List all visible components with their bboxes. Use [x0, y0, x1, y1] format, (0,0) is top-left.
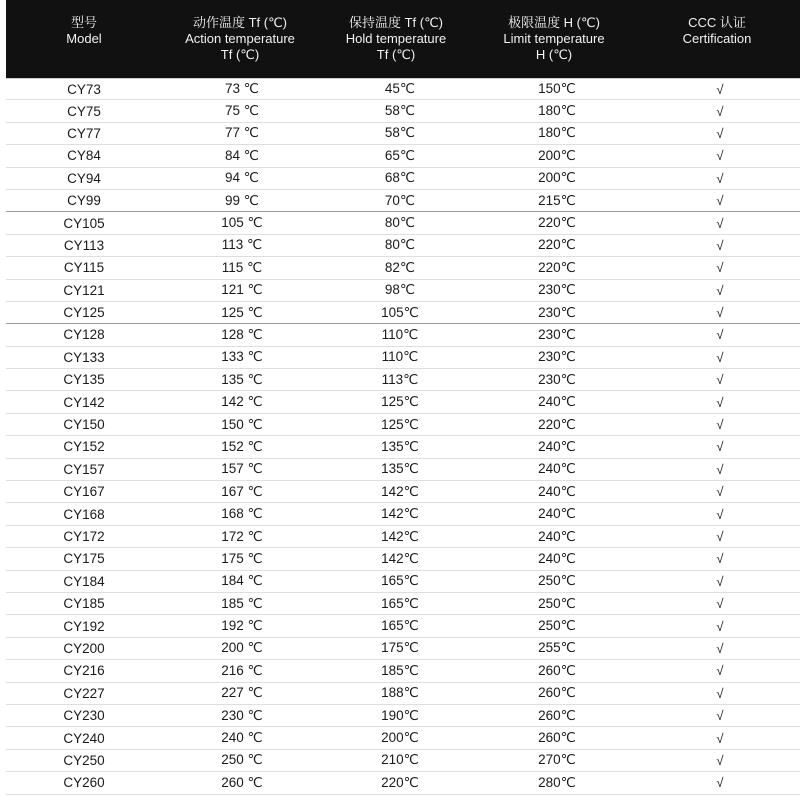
- action-temperature-cell: 185 ℃: [221, 595, 263, 611]
- limit-temperature-cell: 240℃: [538, 528, 576, 544]
- limit-temperature-cell: 240℃: [538, 550, 576, 566]
- action-temperature-cell: 73 ℃: [225, 81, 259, 97]
- limit-temperature-cell: 220℃: [538, 259, 576, 275]
- action-temperature-cell: 175 ℃: [221, 550, 263, 566]
- model-cell: CY240: [63, 730, 105, 746]
- model-cell: CY250: [63, 752, 105, 768]
- limit-temperature-cell: 220℃: [538, 215, 576, 231]
- certification-check-cell: √: [716, 215, 724, 231]
- action-temperature-cell: 133 ℃: [221, 349, 263, 365]
- table-row: [6, 190, 800, 212]
- hold-temperature-cell: 125℃: [381, 394, 419, 410]
- action-temperature-cell: 230 ℃: [221, 707, 263, 723]
- table-row: [6, 571, 800, 593]
- limit-temperature-cell: 255℃: [538, 640, 576, 656]
- model-cell: CY192: [63, 618, 105, 634]
- hold-temperature-cell: 165℃: [381, 618, 419, 634]
- action-temperature-cell: 128 ℃: [221, 326, 263, 342]
- model-cell: CY230: [63, 708, 105, 724]
- model-cell: CY125: [63, 305, 105, 321]
- limit-temperature-cell: 260℃: [538, 685, 576, 701]
- header-limit-unit: H (℃): [535, 47, 573, 62]
- hold-temperature-cell: 200℃: [381, 730, 419, 746]
- action-temperature-cell: 142 ℃: [221, 394, 263, 410]
- header-model: [6, 0, 162, 78]
- header-action-temperature: [162, 0, 318, 78]
- action-temperature-cell: 135 ℃: [221, 371, 263, 387]
- hold-temperature-cell: 188℃: [381, 685, 419, 701]
- action-temperature-cell: 250 ℃: [221, 752, 263, 768]
- model-cell: CY135: [63, 372, 105, 388]
- certification-check-cell: √: [716, 125, 724, 141]
- table-row: [6, 235, 800, 257]
- limit-temperature-cell: 220℃: [538, 416, 576, 432]
- hold-temperature-cell: 142℃: [381, 506, 419, 522]
- action-temperature-cell: 113 ℃: [221, 237, 263, 253]
- model-cell: CY167: [63, 484, 105, 500]
- action-temperature-cell: 216 ℃: [221, 662, 263, 678]
- model-cell: CY172: [63, 529, 105, 544]
- certification-check-cell: √: [716, 484, 724, 500]
- model-cell: CY260: [63, 775, 105, 791]
- row-group-separator: [6, 323, 800, 324]
- header-cert-zh: CCC 认证: [688, 15, 746, 30]
- table-row: [6, 257, 800, 279]
- model-cell: CY133: [63, 349, 105, 365]
- header-limit-zh: 极限温度 H (℃): [508, 15, 600, 30]
- hold-temperature-cell: 80℃: [384, 215, 416, 231]
- certification-check-cell: √: [716, 573, 724, 589]
- table-row: [6, 212, 800, 234]
- hold-temperature-cell: 142℃: [381, 550, 419, 566]
- table-row: [6, 123, 800, 145]
- limit-temperature-cell: 280℃: [538, 774, 576, 790]
- limit-temperature-cell: 180℃: [538, 125, 576, 141]
- certification-check-cell: √: [716, 640, 724, 656]
- table-row: [6, 503, 800, 525]
- hold-temperature-cell: 68℃: [384, 170, 416, 186]
- certification-check-cell: √: [716, 752, 724, 768]
- certification-check-cell: √: [716, 305, 724, 321]
- limit-temperature-cell: 230℃: [538, 304, 576, 320]
- limit-temperature-cell: 240℃: [538, 394, 576, 410]
- hold-temperature-cell: 165℃: [381, 573, 419, 589]
- hold-temperature-cell: 98℃: [384, 282, 416, 298]
- action-temperature-cell: 94 ℃: [225, 170, 259, 186]
- model-cell: CY150: [63, 417, 105, 433]
- table-row: [6, 302, 800, 324]
- action-temperature-cell: 240 ℃: [221, 730, 263, 746]
- certification-check-cell: √: [716, 81, 724, 97]
- table-row: [6, 459, 800, 481]
- action-temperature-cell: 152 ℃: [221, 438, 263, 454]
- header-limit-en: Limit temperature: [503, 31, 605, 46]
- action-temperature-cell: 172 ℃: [221, 528, 263, 544]
- hold-temperature-cell: 82℃: [384, 259, 416, 275]
- header-limit-temperature: [474, 0, 634, 78]
- hold-temperature-cell: 113℃: [381, 371, 419, 387]
- hold-temperature-cell: 190℃: [381, 707, 419, 723]
- limit-temperature-cell: 240℃: [538, 438, 576, 454]
- hold-temperature-cell: 210℃: [381, 752, 419, 768]
- model-cell: CY73: [67, 81, 101, 97]
- action-temperature-cell: 84 ℃: [225, 147, 259, 163]
- certification-check-cell: √: [716, 663, 724, 679]
- table-row: [6, 145, 800, 167]
- hold-temperature-cell: 58℃: [384, 125, 416, 141]
- action-temperature-cell: 227 ℃: [221, 685, 263, 701]
- action-temperature-cell: 115 ℃: [221, 259, 263, 275]
- header-certification: [634, 0, 800, 78]
- action-temperature-cell: 184 ℃: [221, 573, 263, 589]
- certification-check-cell: √: [716, 506, 724, 522]
- action-temperature-cell: 105 ℃: [221, 215, 263, 231]
- table-row: [6, 280, 800, 302]
- limit-temperature-cell: 230℃: [538, 282, 576, 298]
- model-cell: CY200: [63, 640, 105, 656]
- certification-check-cell: √: [716, 170, 724, 186]
- limit-temperature-cell: 200℃: [538, 170, 576, 186]
- header-hold-en: Hold temperature: [345, 31, 447, 46]
- certification-check-cell: √: [716, 551, 724, 567]
- model-cell: CY216: [63, 663, 105, 679]
- table-row: [6, 78, 800, 100]
- model-cell: CY185: [63, 596, 105, 612]
- model-cell: CY121: [63, 282, 105, 298]
- limit-temperature-cell: 240℃: [538, 461, 576, 477]
- action-temperature-cell: 200 ℃: [221, 640, 263, 656]
- model-cell: CY175: [63, 551, 105, 567]
- header-model-zh: 型号: [70, 15, 97, 30]
- table-row: [6, 481, 800, 503]
- limit-temperature-cell: 250℃: [538, 595, 576, 611]
- model-cell: CY94: [67, 170, 101, 186]
- header-hold-unit: Tf (℃): [376, 47, 416, 62]
- certification-check-cell: √: [716, 417, 724, 433]
- limit-temperature-cell: 260℃: [538, 707, 576, 723]
- header-action-en: Action temperature: [185, 31, 295, 46]
- model-cell: CY75: [67, 103, 101, 119]
- table-row: [6, 168, 800, 190]
- limit-temperature-cell: 200℃: [538, 147, 576, 163]
- table-row: [6, 638, 800, 660]
- limit-temperature-cell: 230℃: [538, 326, 576, 342]
- certification-check-cell: √: [716, 394, 724, 410]
- certification-check-cell: √: [716, 193, 724, 209]
- limit-temperature-cell: 270℃: [538, 752, 576, 768]
- hold-temperature-cell: 110℃: [381, 326, 419, 342]
- certification-check-cell: √: [716, 237, 724, 253]
- model-cell: CY105: [63, 215, 105, 231]
- header-model-en: Model: [66, 31, 102, 46]
- limit-temperature-cell: 230℃: [538, 349, 576, 365]
- model-cell: CY142: [63, 394, 105, 410]
- action-temperature-cell: 77 ℃: [225, 125, 259, 141]
- model-cell: CY152: [63, 439, 105, 455]
- model-cell: CY157: [63, 461, 105, 477]
- certification-check-cell: √: [716, 260, 724, 276]
- header-hold-zh: 保持温度 Tf (℃): [348, 15, 444, 30]
- table-row: [6, 100, 800, 122]
- limit-temperature-cell: 250℃: [538, 573, 576, 589]
- hold-temperature-cell: 110℃: [381, 349, 419, 365]
- hold-temperature-cell: 220℃: [381, 774, 419, 790]
- action-temperature-cell: 75 ℃: [225, 103, 259, 119]
- hold-temperature-cell: 80℃: [384, 237, 416, 253]
- certification-check-cell: √: [716, 372, 724, 388]
- table-row: [6, 727, 800, 749]
- limit-temperature-cell: 150℃: [538, 81, 576, 97]
- certification-check-cell: √: [716, 103, 724, 119]
- certification-check-cell: √: [716, 730, 724, 746]
- model-cell: CY84: [67, 148, 101, 164]
- hold-temperature-cell: 142℃: [381, 528, 419, 544]
- hold-temperature-cell: 142℃: [381, 483, 419, 499]
- table-row: [6, 615, 800, 637]
- table-row: [6, 548, 800, 570]
- row-group-separator: [6, 211, 800, 212]
- table-row: [6, 660, 800, 682]
- model-cell: CY128: [63, 327, 105, 343]
- certification-check-cell: √: [716, 327, 724, 343]
- table-row: [6, 347, 800, 369]
- action-temperature-cell: 260 ℃: [221, 774, 263, 790]
- limit-temperature-cell: 220℃: [538, 237, 576, 253]
- certification-check-cell: √: [716, 775, 724, 791]
- limit-temperature-cell: 180℃: [538, 103, 576, 119]
- hold-temperature-cell: 185℃: [381, 662, 419, 678]
- action-temperature-cell: 168 ℃: [221, 506, 263, 522]
- action-temperature-cell: 157 ℃: [221, 461, 263, 477]
- hold-temperature-cell: 58℃: [384, 103, 416, 119]
- table-row: [6, 526, 800, 548]
- model-cell: CY184: [63, 573, 105, 589]
- table-row: [6, 436, 800, 458]
- table-row: [6, 391, 800, 413]
- limit-temperature-cell: 250℃: [538, 618, 576, 634]
- table-row: [6, 750, 800, 772]
- model-cell: CY168: [63, 506, 105, 522]
- temperature-spec-table: [6, 0, 800, 800]
- model-cell: CY77: [67, 125, 101, 141]
- header-action-zh: 动作温度 Tf (℃): [192, 15, 288, 30]
- hold-temperature-cell: 105℃: [381, 304, 419, 320]
- limit-temperature-cell: 230℃: [538, 371, 576, 387]
- certification-check-cell: √: [716, 282, 724, 298]
- action-temperature-cell: 99 ℃: [225, 192, 259, 208]
- table-row: [6, 414, 800, 436]
- hold-temperature-cell: 135℃: [381, 438, 419, 454]
- action-temperature-cell: 125 ℃: [221, 304, 263, 320]
- certification-check-cell: √: [716, 596, 724, 612]
- certification-check-cell: √: [716, 708, 724, 724]
- table-body: [6, 78, 800, 795]
- limit-temperature-cell: 215℃: [538, 192, 576, 208]
- table-row: [6, 705, 800, 727]
- limit-temperature-cell: 260℃: [538, 730, 576, 746]
- table-row: [6, 593, 800, 615]
- hold-temperature-cell: 125℃: [381, 416, 419, 432]
- limit-temperature-cell: 240℃: [538, 483, 576, 499]
- action-temperature-cell: 121 ℃: [221, 282, 263, 298]
- hold-temperature-cell: 135℃: [381, 461, 419, 477]
- limit-temperature-cell: 240℃: [538, 506, 576, 522]
- certification-check-cell: √: [716, 685, 724, 701]
- table-row: [6, 369, 800, 391]
- certification-check-cell: √: [716, 349, 724, 365]
- hold-temperature-cell: 70℃: [384, 192, 416, 208]
- table-row: [6, 324, 800, 346]
- table-row: [6, 683, 800, 705]
- hold-temperature-cell: 175℃: [381, 640, 419, 656]
- action-temperature-cell: 150 ℃: [221, 416, 263, 432]
- action-temperature-cell: 167 ℃: [221, 483, 263, 499]
- certification-check-cell: √: [716, 618, 724, 634]
- header-action-unit: Tf (℃): [220, 47, 260, 62]
- limit-temperature-cell: 260℃: [538, 662, 576, 678]
- certification-check-cell: √: [716, 439, 724, 455]
- hold-temperature-cell: 65℃: [384, 147, 416, 163]
- model-cell: CY115: [63, 260, 105, 276]
- header-hold-temperature: [318, 0, 474, 78]
- header-cert-en: Certification: [682, 31, 752, 46]
- model-cell: CY99: [67, 193, 101, 209]
- table-header: [6, 0, 800, 78]
- model-cell: CY113: [63, 237, 105, 253]
- certification-check-cell: √: [716, 148, 724, 164]
- model-cell: CY227: [63, 685, 105, 701]
- certification-check-cell: √: [716, 529, 724, 544]
- certification-check-cell: √: [716, 461, 724, 477]
- hold-temperature-cell: 165℃: [381, 595, 419, 611]
- table-row: [6, 772, 800, 794]
- hold-temperature-cell: 45℃: [384, 81, 416, 97]
- action-temperature-cell: 192 ℃: [221, 618, 263, 634]
